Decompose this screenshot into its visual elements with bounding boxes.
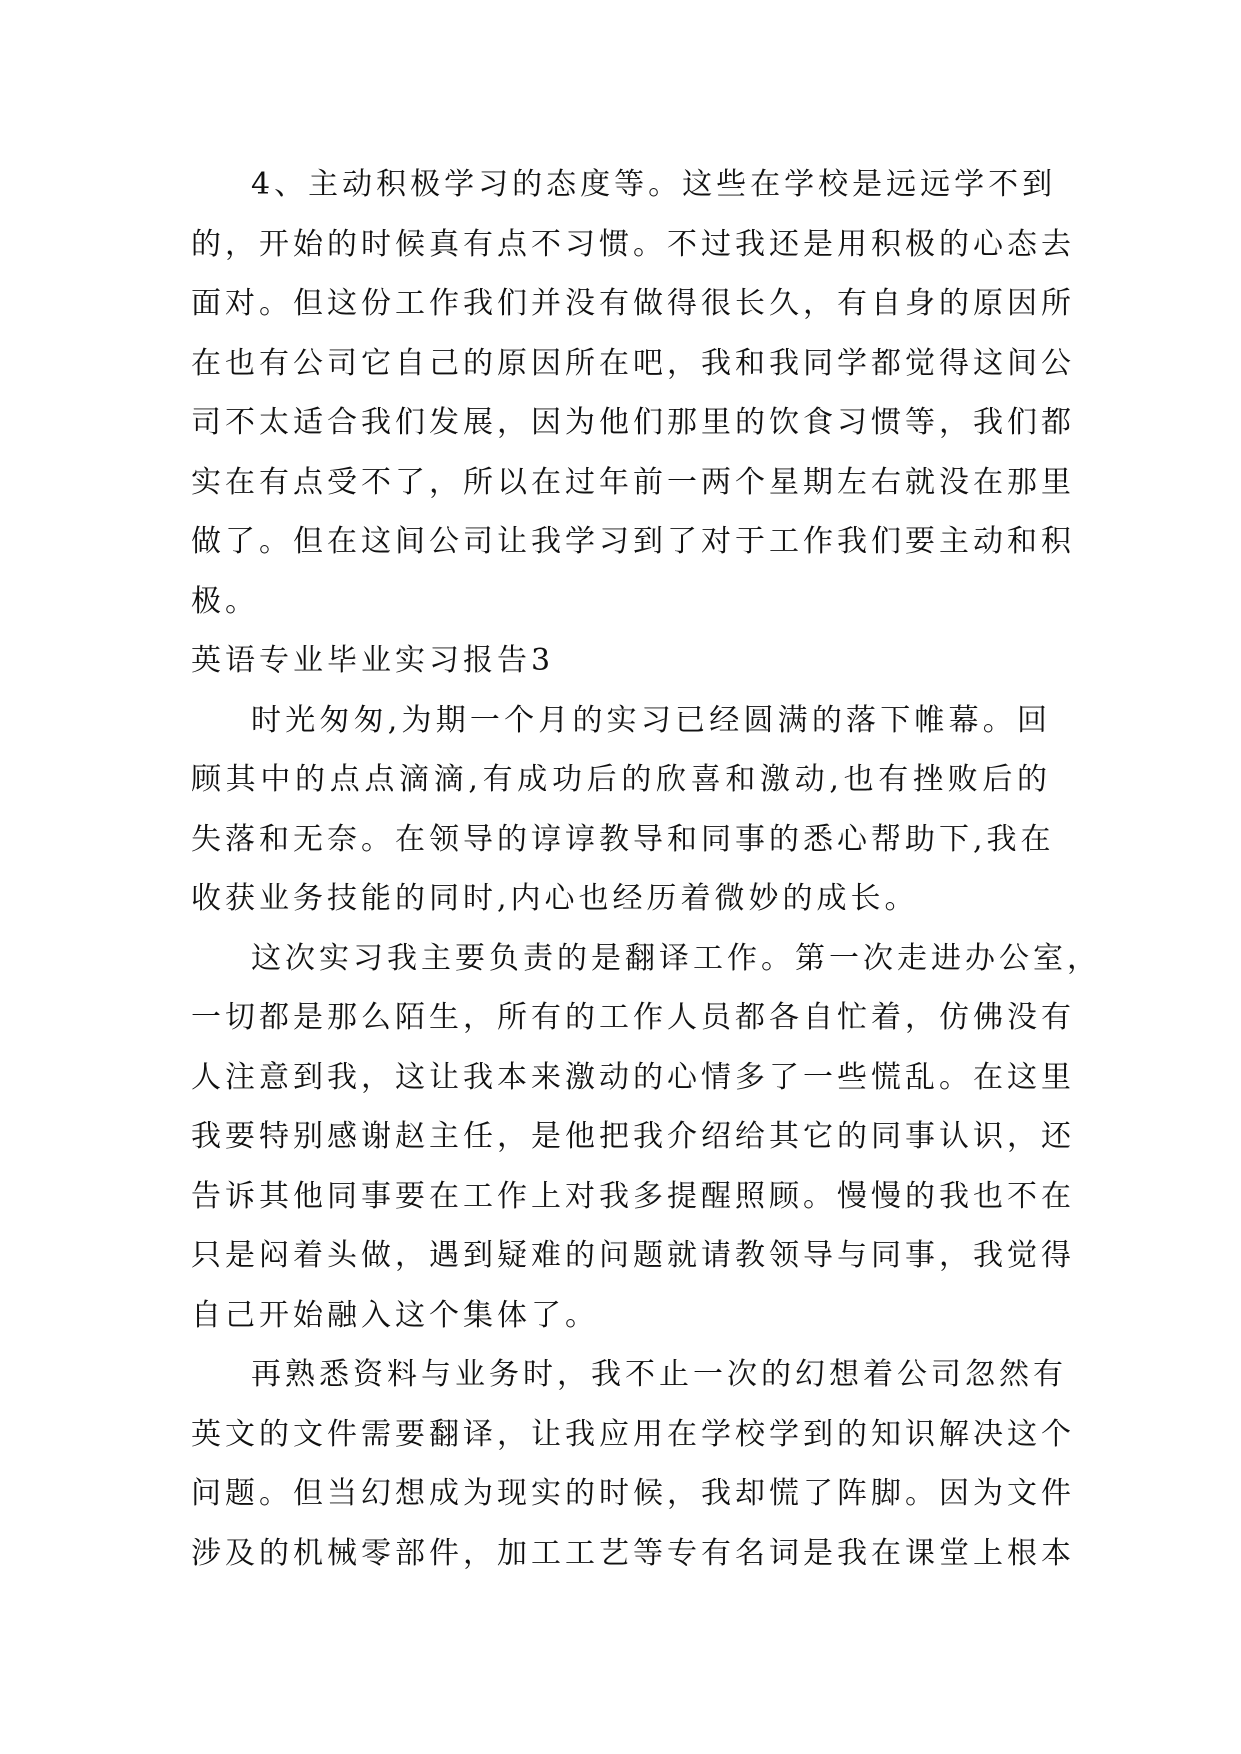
- paragraph-1-line: 的，开始的时候真有点不习惯。不过我还是用积极的心态去: [191, 226, 1075, 262]
- section-heading: 英语专业毕业实习报告3: [191, 643, 555, 678]
- paragraph-1-line: 面对。但这份工作我们并没有做得很长久，有自身的原因所: [191, 286, 1075, 321]
- paragraph-3-line: 这次实习我主要负责的是翻译工作。第一次走进办公室，: [251, 940, 1101, 976]
- paragraph-2-line: 时光匆匆,为期一个月的实习已经圆满的落下帷幕。回: [251, 702, 1051, 738]
- paragraph-2: [191, 691, 1055, 929]
- paragraph-1-line: 在也有公司它自己的原因所在吧，我和我同学都觉得这间公: [191, 345, 1075, 381]
- paragraph-3-line: 自己开始融入这个集体了。: [191, 1297, 599, 1333]
- paragraph-1-line: 4、主动积极学习的态度等。这些在学校是远远学不到: [251, 167, 1057, 202]
- paragraph-1-line: 极。: [191, 583, 259, 619]
- paragraph-3-line: 一切都是那么陌生，所有的工作人员都各自忙着，仿佛没有: [191, 1000, 1075, 1035]
- paragraph-4-line: 英文的文件需要翻译，让我应用在学校学到的知识解决这个: [191, 1416, 1075, 1452]
- paragraph-1-line: 实在有点受不了，所以在过年前一两个星期左右就没在那里: [191, 464, 1075, 500]
- paragraph-3-line: 人注意到我，这让我本来激动的心情多了一些慌乱。在这里: [191, 1059, 1075, 1095]
- paragraph-3-line: 告诉其他同事要在工作上对我多提醒照顾。慢慢的我也不在: [191, 1178, 1075, 1214]
- paragraph-4-line: 问题。但当幻想成为现实的时候，我却慌了阵脚。因为文件: [191, 1476, 1075, 1511]
- paragraph-3-line: 只是闷着头做，遇到疑难的问题就请教领导与同事，我觉得: [191, 1238, 1075, 1273]
- paragraph-4: [191, 1345, 1075, 1583]
- paragraph-1-line: 司不太适合我们发展，因为他们那里的饮食习惯等，我们都: [191, 405, 1075, 440]
- paragraph-2-line: 失落和无奈。在领导的谆谆教导和同事的悉心帮助下,我在: [191, 821, 1055, 857]
- paragraph-3: [191, 929, 1101, 1346]
- paragraph-3-line: 我要特别感谢赵主任，是他把我介绍给其它的同事认识，还: [191, 1119, 1075, 1154]
- paragraph-4-line: 再熟悉资料与业务时，我不止一次的幻想着公司忽然有: [251, 1357, 1067, 1392]
- document-body: [191, 155, 1101, 1583]
- paragraph-1: [191, 155, 1075, 631]
- paragraph-2-line: 收获业务技能的同时,内心也经历着微妙的成长。: [191, 881, 919, 916]
- paragraph-2-line: 顾其中的点点滴滴,有成功后的欣喜和激动,也有挫败后的: [191, 762, 1051, 797]
- paragraph-1-line: 做了。但在这间公司让我学习到了对于工作我们要主动和积: [191, 524, 1075, 559]
- paragraph-4-line: 涉及的机械零部件，加工工艺等专有名词是我在课堂上根本: [191, 1535, 1075, 1571]
